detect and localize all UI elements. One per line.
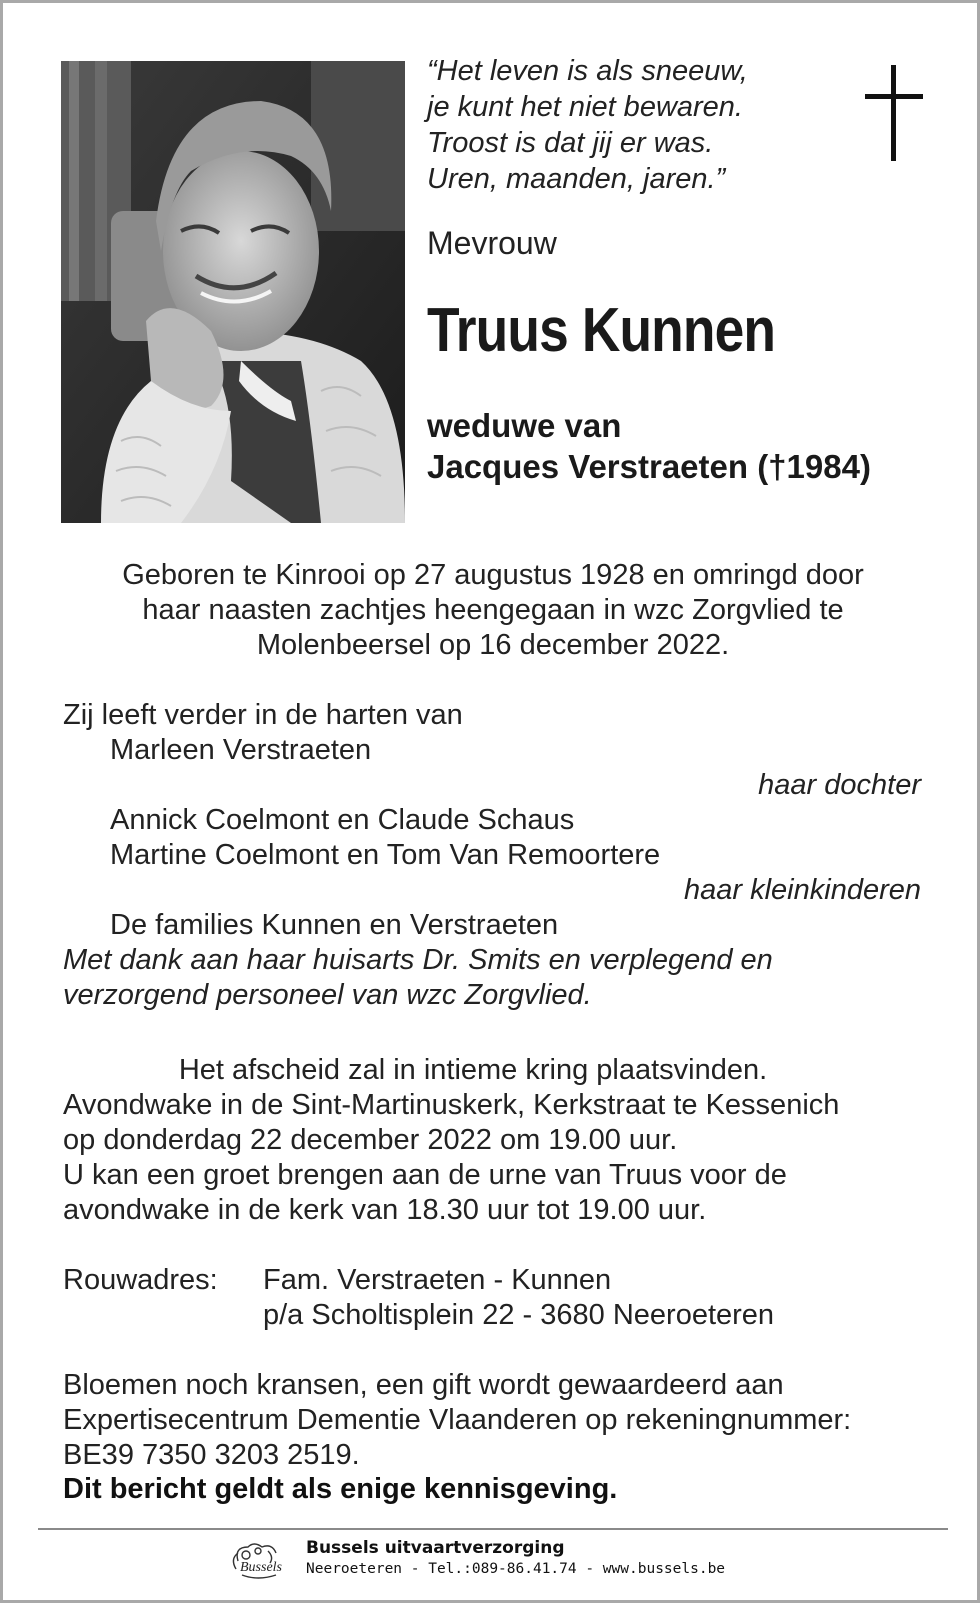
address-line: Fam. Verstraeten - Kunnen	[263, 1264, 612, 1296]
address-label: Rouwadres:	[63, 1264, 218, 1296]
family-intro: Zij leeft verder in de harten van	[63, 699, 463, 731]
farewell-info	[63, 1053, 943, 1228]
flowers-donation	[63, 1368, 943, 1473]
quote-line: “Het leven is als sneeuw,	[427, 55, 748, 87]
bank-account: BE39 7350 3203 2519.	[63, 1439, 360, 1471]
family-list	[63, 698, 921, 1013]
relation-label: haar kleinkinderen	[684, 874, 921, 906]
quote-line: Troost is dat jij er was.	[427, 127, 714, 159]
quote-block	[427, 53, 748, 197]
bussels-logo-icon	[228, 1539, 300, 1583]
text-line: avondwake in de kerk van 18.30 uur tot 19.00 uur.	[63, 1194, 707, 1226]
widow-of	[427, 405, 871, 487]
footer-divider	[38, 1528, 948, 1530]
text-line: Bloemen noch kransen, een gift wordt gewaardeerd aan	[63, 1369, 784, 1401]
deceased-name: Truus Kunnen	[427, 296, 776, 365]
notice-text: Dit bericht geldt als enige kennisgeving.	[63, 1473, 618, 1505]
family-member: Martine Coelmont en Tom Van Remoortere	[110, 839, 661, 871]
birth-death-text	[3, 558, 980, 663]
family-member: De families Kunnen en Verstraeten	[110, 909, 559, 941]
address-line: p/a Scholtisplein 22 - 3680 Neeroeteren	[263, 1299, 775, 1331]
address-lines	[263, 1263, 774, 1333]
footer-text	[306, 1537, 725, 1579]
text-line: op donderdag 22 december 2022 om 19.00 uur.	[63, 1124, 678, 1156]
text-line: U kan een groet brengen aan de urne van Truus voor de	[63, 1159, 787, 1191]
cross-icon	[865, 65, 923, 161]
funeral-home-name: Bussels uitvaartverzorging	[306, 1538, 565, 1558]
honorific: Mevrouw	[427, 225, 557, 261]
thanks-line: Met dank aan haar huisarts Dr. Smits en verplegend en	[63, 944, 773, 976]
thanks-line: verzorgend personeel van wzc Zorgvlied.	[63, 979, 592, 1011]
portrait-photo-icon	[61, 61, 405, 523]
family-member: Annick Coelmont en Claude Schaus	[110, 804, 575, 836]
spouse-name: Jacques Verstraeten (†1984)	[427, 448, 871, 485]
text-line: haar naasten zachtjes heengegaan in wzc Zorgvlied te	[142, 594, 844, 626]
widow-line: weduwe van	[427, 407, 622, 444]
text-line: Molenbeersel op 16 december 2022.	[256, 629, 730, 661]
text-line: Expertisecentrum Dementie Vlaanderen op rekeningnummer:	[63, 1404, 852, 1436]
quote-line: je kunt het niet bewaren.	[427, 91, 743, 123]
text-line: Geboren te Kinrooi op 27 augustus 1928 en omringd door	[122, 559, 864, 591]
family-member: Marleen Verstraeten	[110, 734, 372, 766]
svg-text:Bussels: Bussels	[240, 1560, 282, 1575]
relation-label: haar dochter	[758, 769, 921, 801]
text-line: Avondwake in de Sint-Martinuskerk, Kerkstraat te Kessenich	[63, 1089, 840, 1121]
funeral-home-contact: Neeroeteren - Tel.:089-86.41.74 - www.bussels.be	[306, 1561, 726, 1577]
text-line: Het afscheid zal in intieme kring plaatsvinden.	[178, 1054, 768, 1086]
quote-line: Uren, maanden, jaren.”	[427, 163, 726, 195]
